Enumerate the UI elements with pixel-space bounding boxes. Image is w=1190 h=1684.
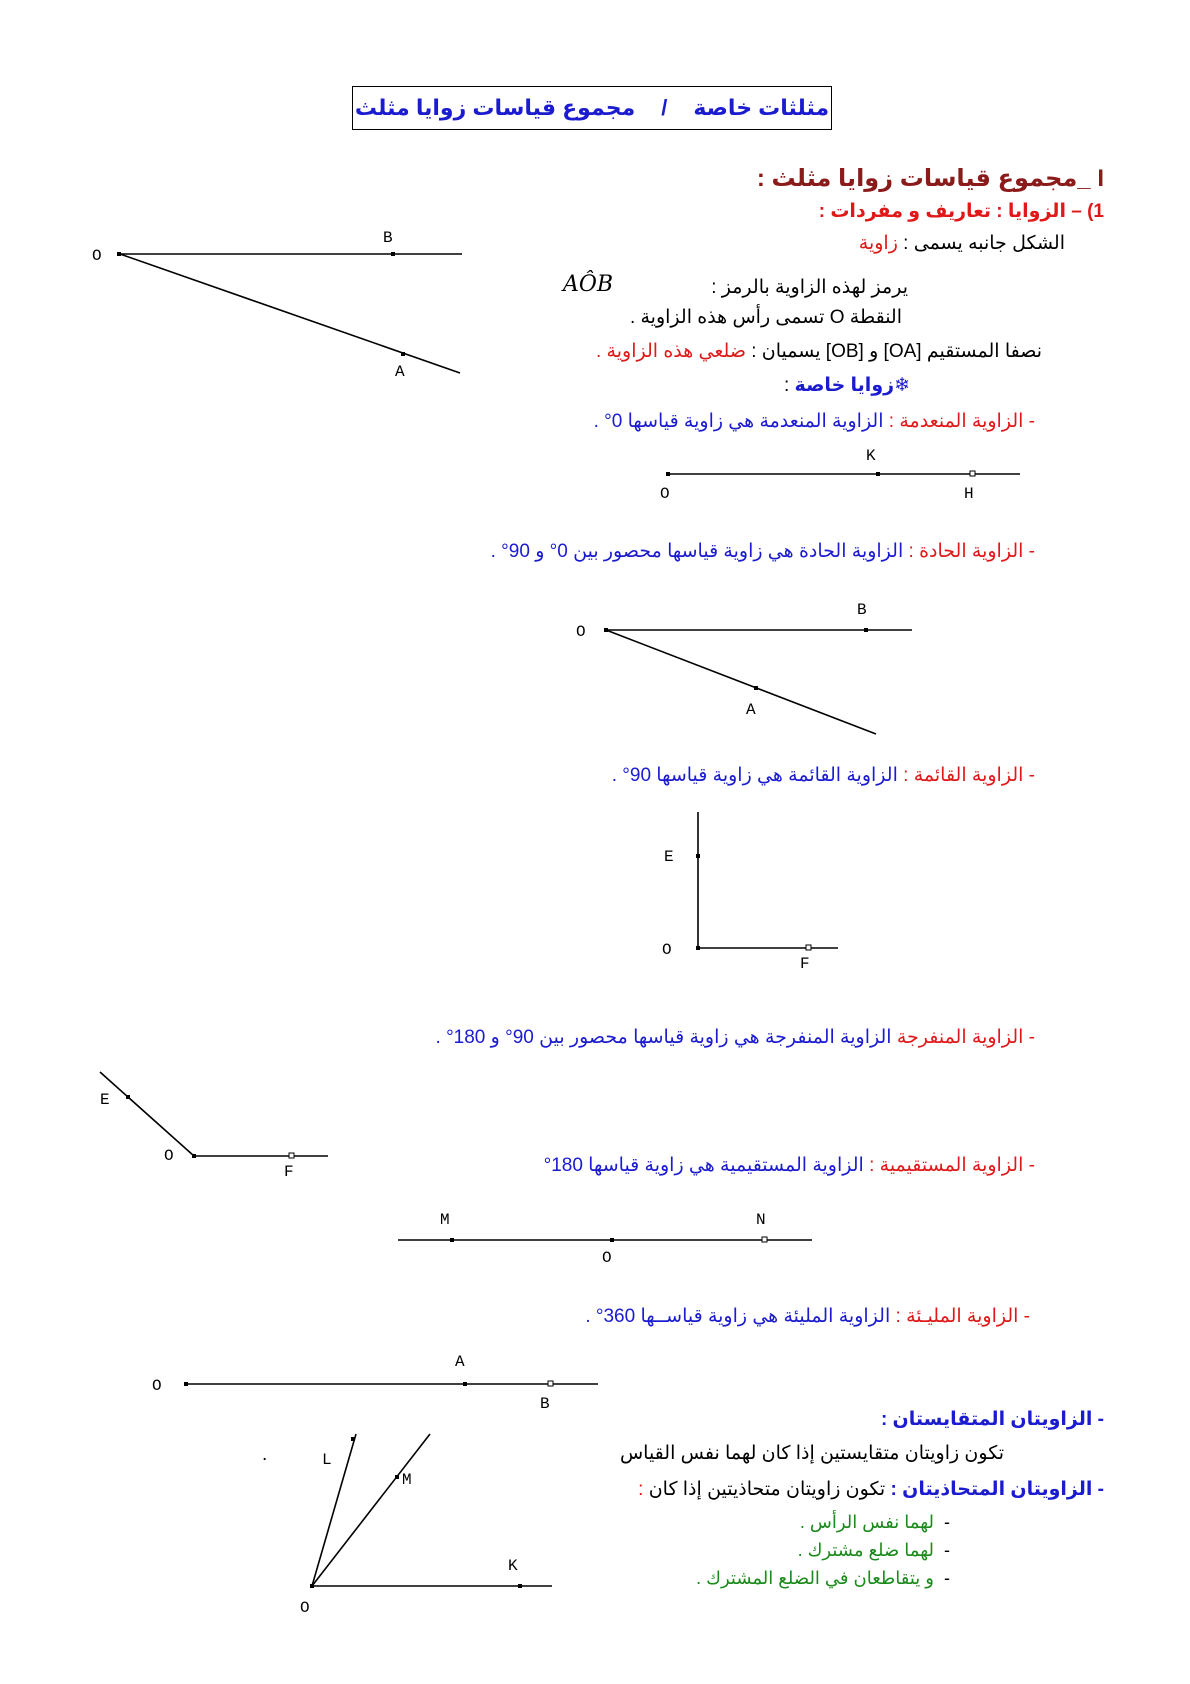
label-e: E xyxy=(100,1091,110,1109)
title-right: مثلثات خاصة xyxy=(693,95,830,120)
label-a: A xyxy=(455,1353,465,1371)
label-o: O xyxy=(92,247,102,265)
definition-line-1 xyxy=(859,232,1065,255)
point-m xyxy=(450,1238,454,1242)
point-a xyxy=(754,686,758,690)
point-a xyxy=(463,1382,467,1386)
full-angle-text: الزاوية المليئة هي زاوية قياســها 360° . xyxy=(585,1306,891,1327)
condition-3-text: و يتقاطعان في الضلع المشترك . xyxy=(696,1568,934,1588)
point-h xyxy=(970,471,975,476)
label-o: O xyxy=(602,1249,612,1267)
label-o: O xyxy=(164,1147,174,1165)
label-k: K xyxy=(866,447,876,465)
right-angle-line xyxy=(612,764,1035,787)
full-angle-label: - الزاوية المليـئة : xyxy=(895,1306,1030,1327)
point-o xyxy=(666,472,670,476)
definition-line-3: النقطة O تسمى رأس هذه الزاوية . xyxy=(629,307,902,328)
straight-angle-text: الزاوية المستقيمية هي زاوية قياسها 180° xyxy=(543,1155,870,1176)
label-b: B xyxy=(383,229,393,247)
acute-angle-line xyxy=(491,540,1035,563)
label-k: K xyxy=(508,1557,518,1575)
equal-angles-heading: - الزاويتان المتقايستان : xyxy=(880,1409,1104,1430)
null-angle-label: - الزاوية المنعدمة : xyxy=(888,411,1035,432)
half-lines-text: نصفا المستقيم [OA] و [OB] يسميان : xyxy=(745,341,1042,362)
stray-dot: . xyxy=(262,1444,268,1465)
label-f: F xyxy=(800,955,810,973)
obtuse-angle-label: - الزاوية المنفرجة xyxy=(896,1027,1035,1048)
point-a xyxy=(401,352,405,356)
label-n: N xyxy=(756,1211,766,1229)
point-k xyxy=(876,472,880,476)
label-a: A xyxy=(746,701,756,719)
point-n xyxy=(762,1237,767,1242)
adjacent-angles-line xyxy=(638,1478,1104,1501)
sides-term: ضلعي هذه الزاوية . xyxy=(596,341,746,362)
ray-oe xyxy=(100,1072,194,1156)
ray-oa xyxy=(120,254,460,373)
definition-line-4 xyxy=(596,340,1042,363)
equal-angles-text: تكون زاويتان متقايستين إذا كان لهما نفس القياس xyxy=(619,1443,1004,1464)
condition-bullet: - xyxy=(944,1512,950,1532)
point-b xyxy=(548,1381,553,1386)
label-m: M xyxy=(440,1211,450,1229)
right-angle-text: الزاوية القائمة هي زاوية قياسها 90° . xyxy=(611,765,898,786)
point-f xyxy=(806,945,811,950)
point-l xyxy=(351,1437,355,1441)
condition-bullet: - xyxy=(944,1568,950,1588)
special-angles-heading xyxy=(784,374,910,397)
point-b xyxy=(864,628,868,632)
right-angle-label: - الزاوية القائمة : xyxy=(903,765,1035,786)
null-angle-text: الزاوية المنعدمة هي زاوية قياسها 0° . xyxy=(593,411,884,432)
definition-line-2: يرمز لهذه الزاوية بالرمز : xyxy=(711,277,908,298)
title-left: مجموع قياسات زوايا مثلث xyxy=(354,95,636,120)
label-b: B xyxy=(540,1395,550,1413)
condition-1-text: لهما نفس الرأس . xyxy=(799,1512,934,1532)
adjacent-angles-colon: : xyxy=(638,1479,644,1500)
label-o: O xyxy=(300,1599,310,1617)
condition-2-text: لهما ضلع مشترك . xyxy=(797,1540,934,1560)
acute-angle-label: - الزاوية الحادة : xyxy=(908,541,1035,562)
point-e xyxy=(126,1095,130,1099)
condition-3 xyxy=(696,1568,950,1589)
label-b: B xyxy=(857,601,867,619)
point-b xyxy=(391,252,395,256)
point-o xyxy=(117,252,121,256)
adjacent-angles-heading: - الزاويتان المتحاذيتان : xyxy=(890,1479,1104,1500)
straight-angle-line xyxy=(544,1154,1035,1177)
section-heading: I _مجموع قياسات زوايا مثلث : xyxy=(756,165,1104,192)
point-o xyxy=(610,1238,614,1242)
label-o: O xyxy=(662,941,672,959)
angle-symbol: AÔB xyxy=(563,272,614,297)
label-h: H xyxy=(964,485,974,503)
angle-term: زاوية xyxy=(858,233,898,254)
label-f: F xyxy=(284,1163,294,1181)
ray-oa xyxy=(606,630,876,734)
label-a: A xyxy=(395,363,405,381)
label-e: E xyxy=(664,848,674,866)
point-f xyxy=(289,1153,294,1158)
ray-ol xyxy=(312,1434,356,1586)
condition-2 xyxy=(798,1540,950,1561)
straight-angle-label: - الزاوية المستقيمية : xyxy=(869,1155,1035,1176)
adjacent-angles-text: تكون زاويتان متحاذيتين إذا كان xyxy=(643,1479,891,1500)
point-k xyxy=(518,1584,522,1588)
acute-angle-text: الزاوية الحادة هي زاوية قياسها محصور بين 0° و 90° . xyxy=(490,541,904,562)
obtuse-angle-line xyxy=(436,1026,1035,1049)
null-angle-line xyxy=(594,410,1035,433)
point-e xyxy=(696,854,700,858)
obtuse-angle-text: الزاوية المنفرجة هي زاوية قياسها محصور بين 90° و 180° . xyxy=(435,1027,897,1048)
subsection-heading: 1) – الزوايا : تعاريف و مفردات : xyxy=(818,201,1104,222)
condition-bullet: - xyxy=(944,1540,950,1560)
point-o xyxy=(192,1154,196,1158)
definition-text: الشكل جانبه يسمى : xyxy=(897,233,1065,254)
title-separator: / xyxy=(661,95,668,120)
point-m xyxy=(395,1475,399,1479)
special-heading-colon: : xyxy=(783,375,795,396)
point-o xyxy=(696,946,700,950)
label-o: O xyxy=(660,485,670,503)
label-o: O xyxy=(152,1377,162,1395)
point-o xyxy=(310,1584,314,1588)
label-m: M xyxy=(402,1471,412,1489)
label-l: L xyxy=(322,1451,332,1469)
condition-1 xyxy=(800,1512,950,1533)
point-o xyxy=(604,628,608,632)
special-heading-text: ❄زوايا خاصة xyxy=(794,375,910,396)
full-angle-line xyxy=(585,1305,1030,1328)
label-o: O xyxy=(576,623,586,641)
point-o xyxy=(184,1382,188,1386)
page-title xyxy=(352,86,832,130)
